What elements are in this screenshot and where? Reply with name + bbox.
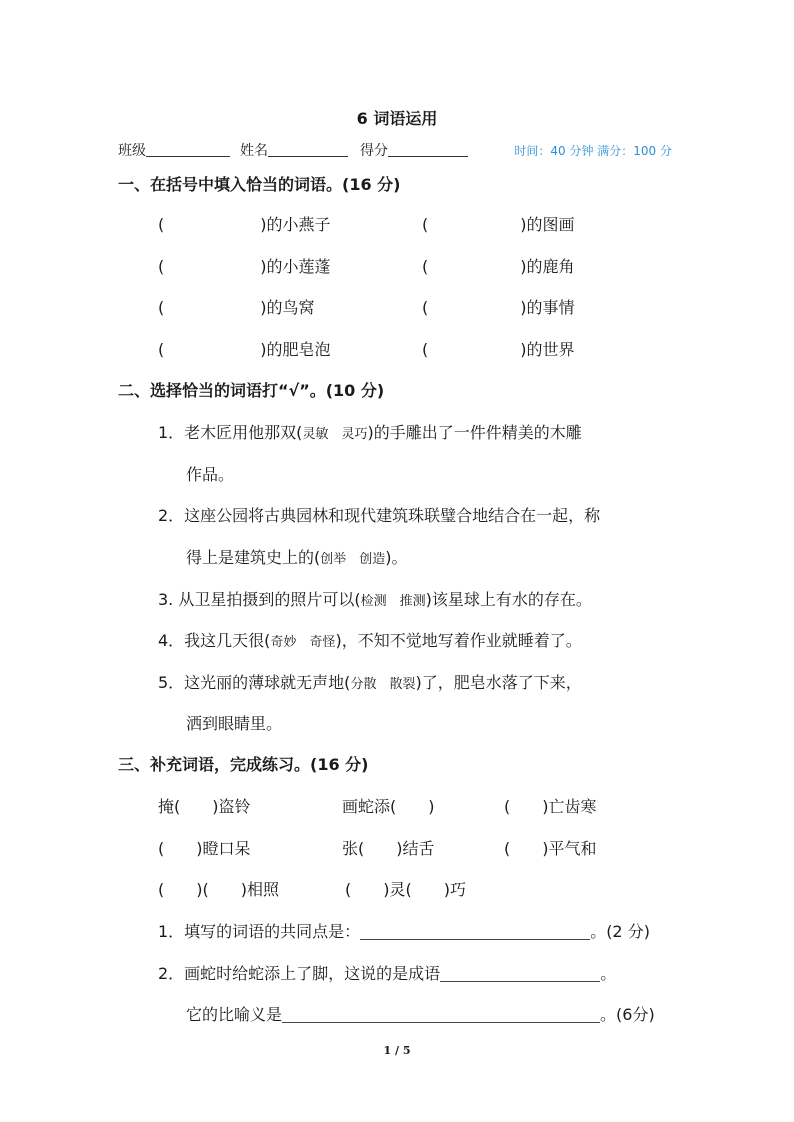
s1-item-7[interactable]: ( )的肥皂泡: [158, 340, 331, 359]
s2-q2-options[interactable]: 创举 创造: [320, 552, 386, 567]
s1-item-8[interactable]: ( )的世界: [422, 340, 575, 359]
class-field: [118, 140, 230, 160]
idiom-8[interactable]: ( )灵( )巧: [345, 880, 466, 899]
s1-item-2[interactable]: ( )的图画: [422, 215, 575, 234]
s1-item-5[interactable]: ( )的鸟窝: [158, 298, 315, 317]
s3-question-2: 2．画蛇时给蛇添上了脚，这说的是成语 。: [158, 964, 617, 983]
s1-item-3[interactable]: ( )的小莲蓬: [158, 257, 331, 276]
s2-question-5-cont: 洒到眼睛里。: [186, 714, 283, 733]
time-info: 时间：40 分钟 满分：100 分: [514, 144, 672, 158]
name-label: 姓名: [240, 143, 268, 159]
idiom-2[interactable]: 画蛇添( ): [342, 797, 435, 816]
name-blank[interactable]: [268, 142, 348, 157]
s3-q1-answer-line[interactable]: [360, 922, 590, 940]
s1-item-1[interactable]: ( )的小燕子: [158, 215, 331, 234]
idiom-1[interactable]: 掩( )盗铃: [158, 797, 251, 816]
section-1-heading: 一、在括号中填入恰当的词语。(16 分): [118, 175, 401, 194]
s1-item-6[interactable]: ( )的事情: [422, 298, 575, 317]
s2-q5-options[interactable]: 分散 散裂: [350, 677, 416, 692]
class-label: 班级: [118, 143, 146, 159]
name-field: [240, 140, 348, 160]
s2-q1-options[interactable]: 灵敏 灵巧: [302, 427, 368, 442]
class-blank[interactable]: [146, 142, 230, 157]
score-field: [360, 140, 468, 160]
score-blank[interactable]: [388, 142, 468, 157]
s2-question-2: 2．这座公园将古典园林和现代建筑珠联璧合地结合在一起，称: [158, 506, 601, 525]
s3-question-2-cont: 它的比喻义是 。(6分): [186, 1005, 655, 1024]
page-number: 1 / 5: [383, 1044, 411, 1057]
s3-q2-meaning-line[interactable]: [282, 1005, 600, 1023]
section-3-heading: 三、补充词语，完成练习。(16 分): [118, 755, 369, 774]
s2-question-4: 4．我这几天很(奇妙 奇怪)，不知不觉地写着作业就睡着了。: [158, 631, 582, 650]
idiom-3[interactable]: ( )亡齿寒: [504, 797, 597, 816]
idiom-7[interactable]: ( )( )相照: [158, 880, 279, 899]
score-label: 得分: [360, 143, 388, 159]
s2-q3-options[interactable]: 检测 推测: [360, 594, 426, 609]
s1-item-4[interactable]: ( )的鹿角: [422, 257, 575, 276]
idiom-6[interactable]: ( )平气和: [504, 839, 597, 858]
s3-q2-idiom-line[interactable]: [440, 964, 600, 982]
section-2-heading: 二、选择恰当的词语打“√”。(10 分): [118, 381, 385, 400]
s2-question-1: 1．老木匠用他那双(灵敏 灵巧)的手雕出了一件件精美的木雕: [158, 423, 582, 442]
s2-question-5: 5．这光丽的薄球就无声地(分散 散裂)了，肥皂水落了下来，: [158, 673, 582, 692]
idiom-5[interactable]: 张( )结舌: [342, 839, 435, 858]
idiom-4[interactable]: ( )瞪口呆: [158, 839, 251, 858]
s2-q4-options[interactable]: 奇妙 奇怪: [270, 635, 336, 650]
page-title: 6 词语运用: [356, 109, 438, 128]
s2-question-2-cont: 得上是建筑史上的(创举 创造)。: [186, 548, 408, 567]
s2-question-3: 3. 从卫星拍摄到的照片可以(检测 推测)该星球上有水的存在。: [158, 590, 592, 609]
s3-question-1: 1．填写的词语的共同点是： 。(2 分): [158, 922, 650, 941]
s2-question-1-cont: 作品。: [186, 465, 235, 484]
